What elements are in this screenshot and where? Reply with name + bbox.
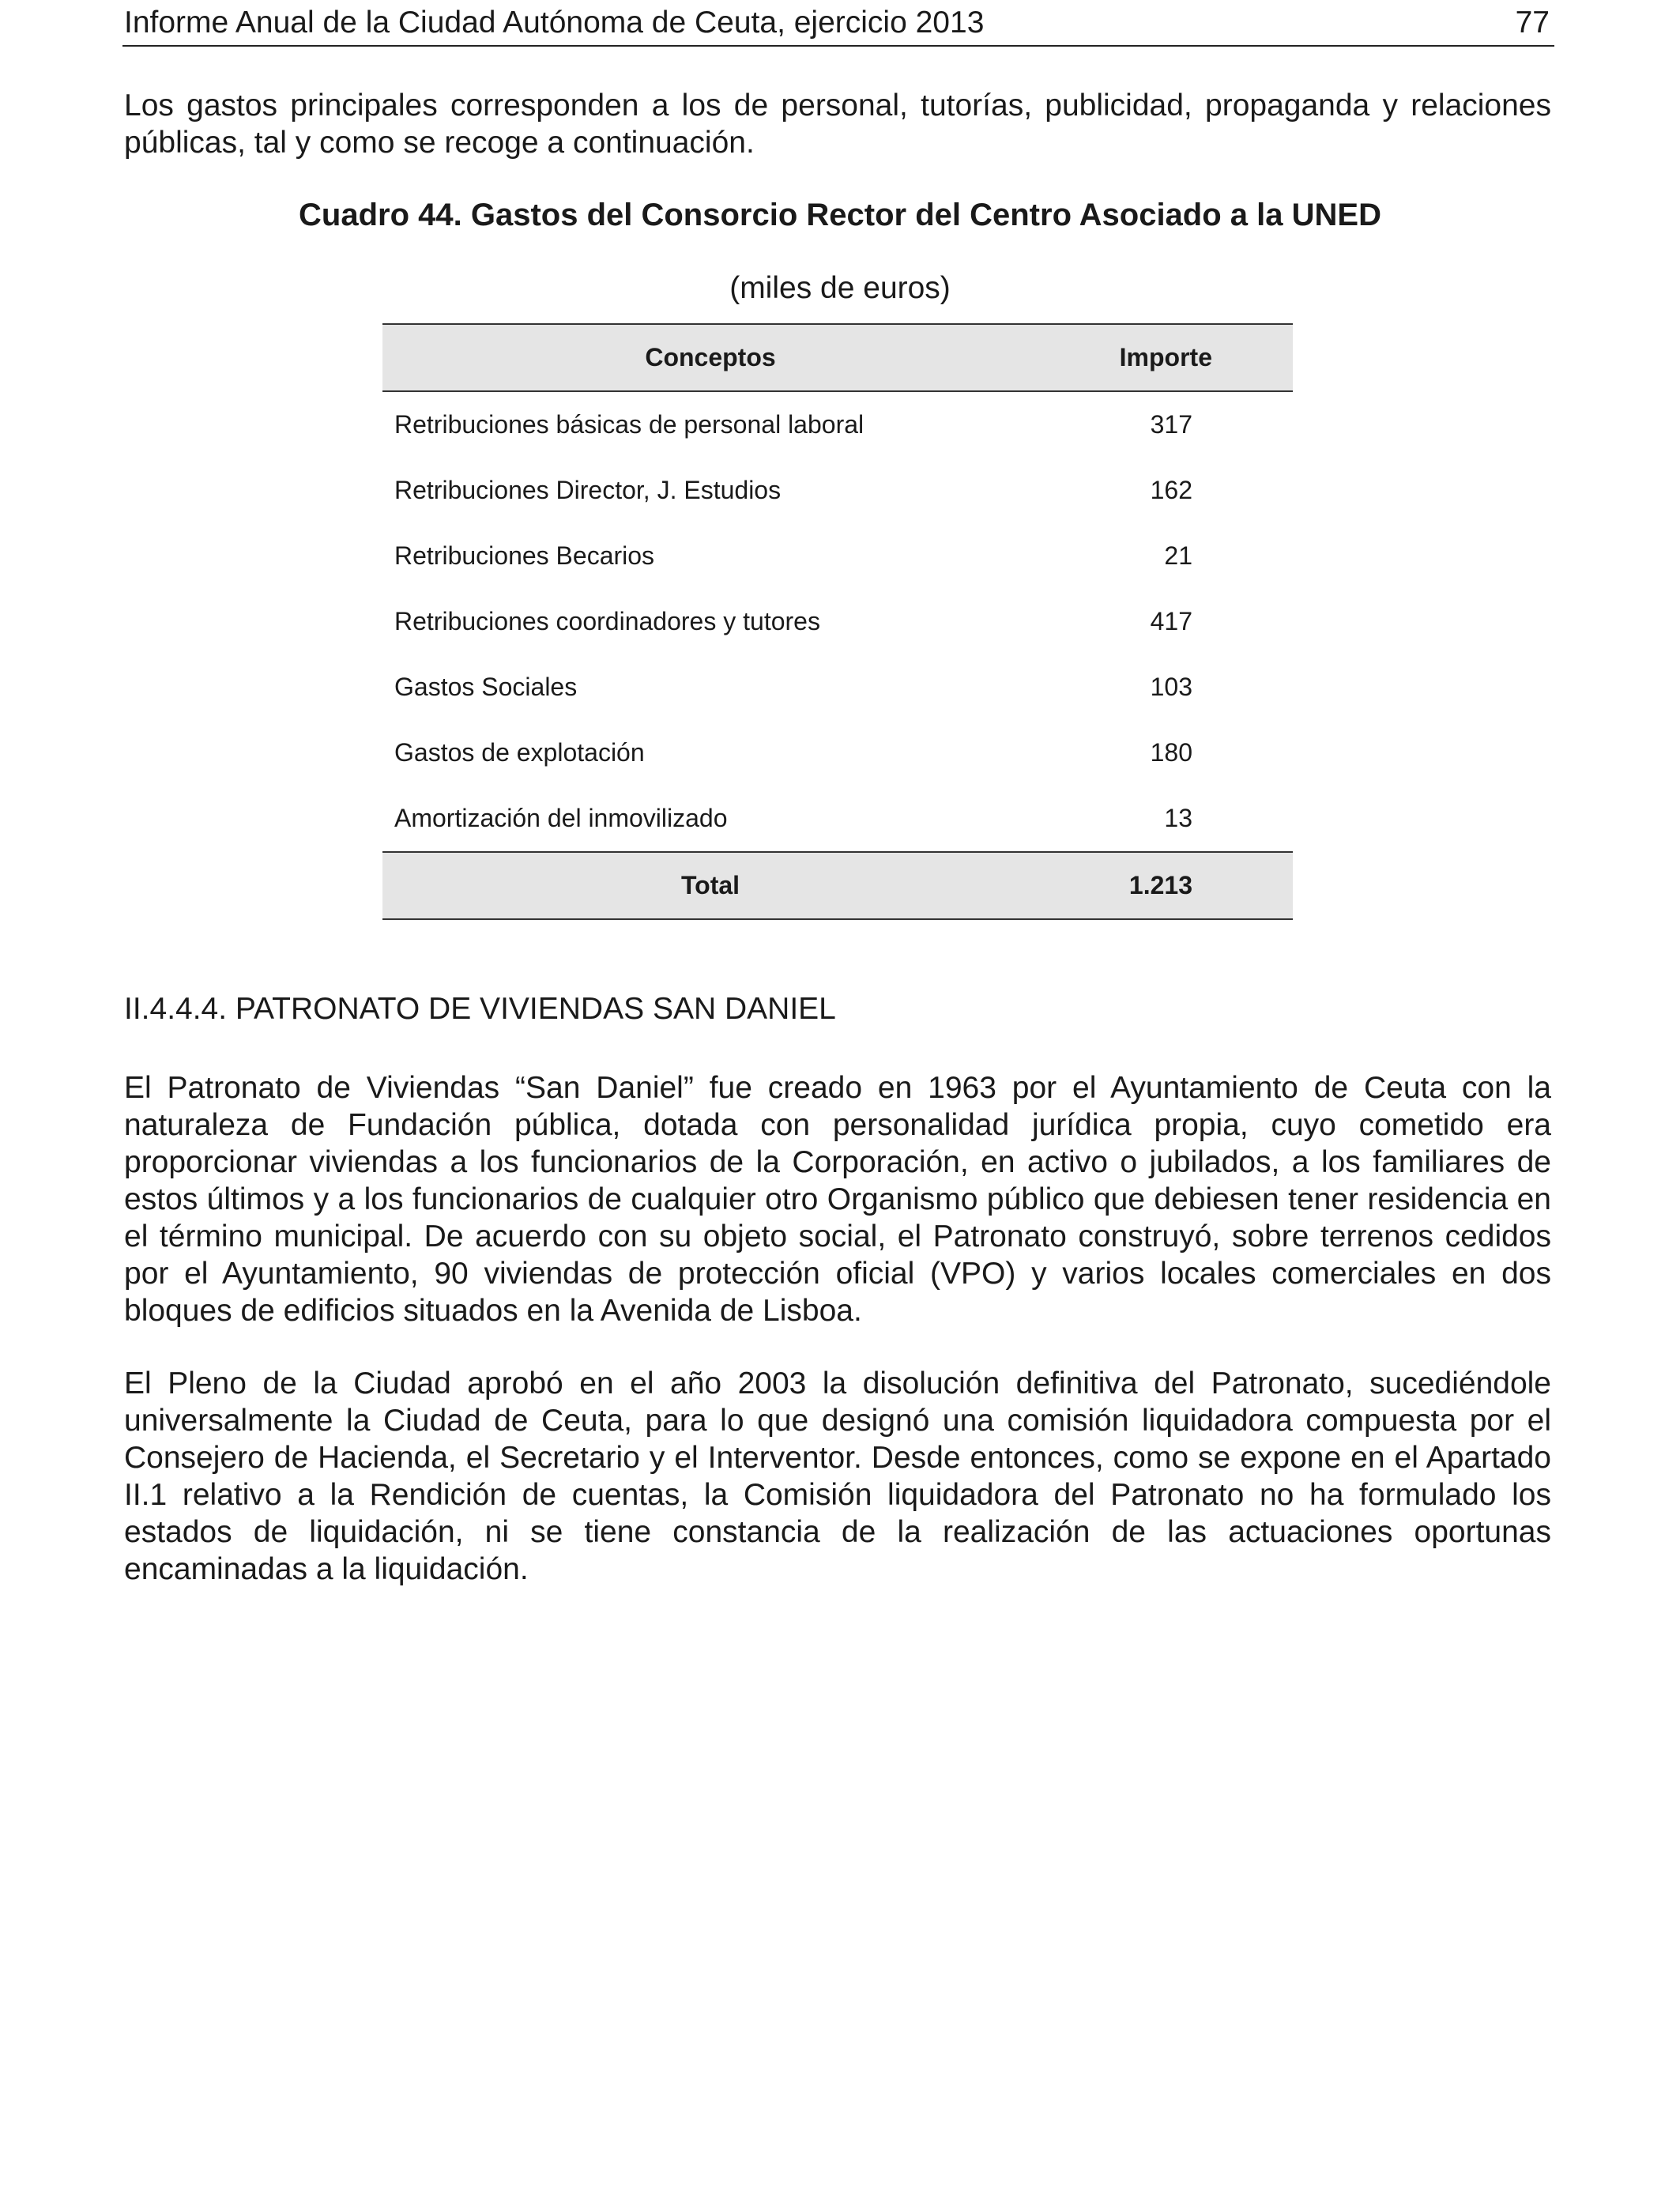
table-total-row: [382, 852, 1293, 919]
column-header-concepts: Conceptos: [382, 324, 1038, 391]
row-concept: Retribuciones Director, J. Estudios: [394, 476, 782, 504]
row-amount: 13: [1164, 804, 1192, 832]
table-row: [382, 654, 1293, 720]
table-units: (miles de euros): [729, 271, 951, 305]
header-title: Informe Anual de la Ciudad Autónoma de Ceuta, ejercicio 2013: [124, 6, 985, 40]
table-header-row: [382, 324, 1293, 391]
expenses-table: [382, 323, 1293, 920]
row-concept: Retribuciones coordinadores y tutores: [394, 607, 820, 635]
row-concept: Retribuciones básicas de personal laboral: [394, 410, 864, 439]
total-label: Total: [382, 852, 1038, 919]
row-amount: 417: [1150, 607, 1192, 635]
table-row: [382, 523, 1293, 589]
row-concept: Gastos de explotación: [394, 738, 645, 767]
row-amount: 162: [1150, 476, 1192, 504]
row-amount: 103: [1150, 673, 1192, 701]
total-amount: 1.213: [1038, 852, 1293, 919]
table-row: [382, 458, 1293, 523]
intro-paragraph: Los gastos principales corresponden a los de personal, tutorías, publicidad, propaganda y relaciones públicas, tal y como se recoge a continuación.: [124, 89, 1551, 160]
table-row: [382, 589, 1293, 654]
row-amount: 180: [1150, 738, 1192, 767]
row-concept: Gastos Sociales: [394, 673, 578, 701]
table-row: [382, 720, 1293, 786]
row-amount: 21: [1164, 541, 1192, 570]
row-concept: Amortización del inmovilizado: [394, 804, 728, 832]
page-number: 77: [1515, 6, 1550, 40]
table-row: [382, 786, 1293, 852]
page-header: [122, 0, 1554, 47]
body-paragraph: El Pleno de la Ciudad aprobó en el año 2003 la disolución definitiva del Patronato, sucediéndole universalmente la Ciudad de Ceuta, para lo que designó una comisión liquidadora compuesta por el Consejero de Hacienda, el Secretario y el Interventor. Desde entonces, como se expone en el Apartado II.1 relativo a la Rendición de cuentas, la Comisión liquidadora del Patronato no ha formulado los estados de liquidación, ni se tiene constancia de la realización de las actuaciones oportunas encaminadas a la liquidación.: [124, 1367, 1551, 1586]
section-heading: II.4.4.4. PATRONATO DE VIVIENDAS SAN DANIEL: [124, 992, 836, 1026]
table-caption: Cuadro 44. Gastos del Consorcio Rector del Centro Asociado a la UNED: [299, 198, 1381, 232]
table-row: [382, 391, 1293, 458]
row-amount: 317: [1150, 410, 1192, 439]
column-header-amount: Importe: [1038, 324, 1293, 391]
row-concept: Retribuciones Becarios: [394, 541, 655, 570]
body-paragraph: El Patronato de Viviendas “San Daniel” fue creado en 1963 por el Ayuntamiento de Ceuta con la naturaleza de Fundación pública, dotada con personalidad jurídica propia, cuyo cometido era proporcionar viviendas a los funcionarios de la Corporación, en activo o jubilados, a los familiares de estos últimos y a los funcionarios de cualquier otro Organismo público que debiesen tener residencia en el término municipal. De acuerdo con su objeto social, el Patronato construyó, sobre terrenos cedidos por el Ayuntamiento, 90 viviendas de protección oficial (VPO) y varios locales comerciales en dos bloques de edificios situados en la Avenida de Lisboa.: [124, 1071, 1551, 1328]
